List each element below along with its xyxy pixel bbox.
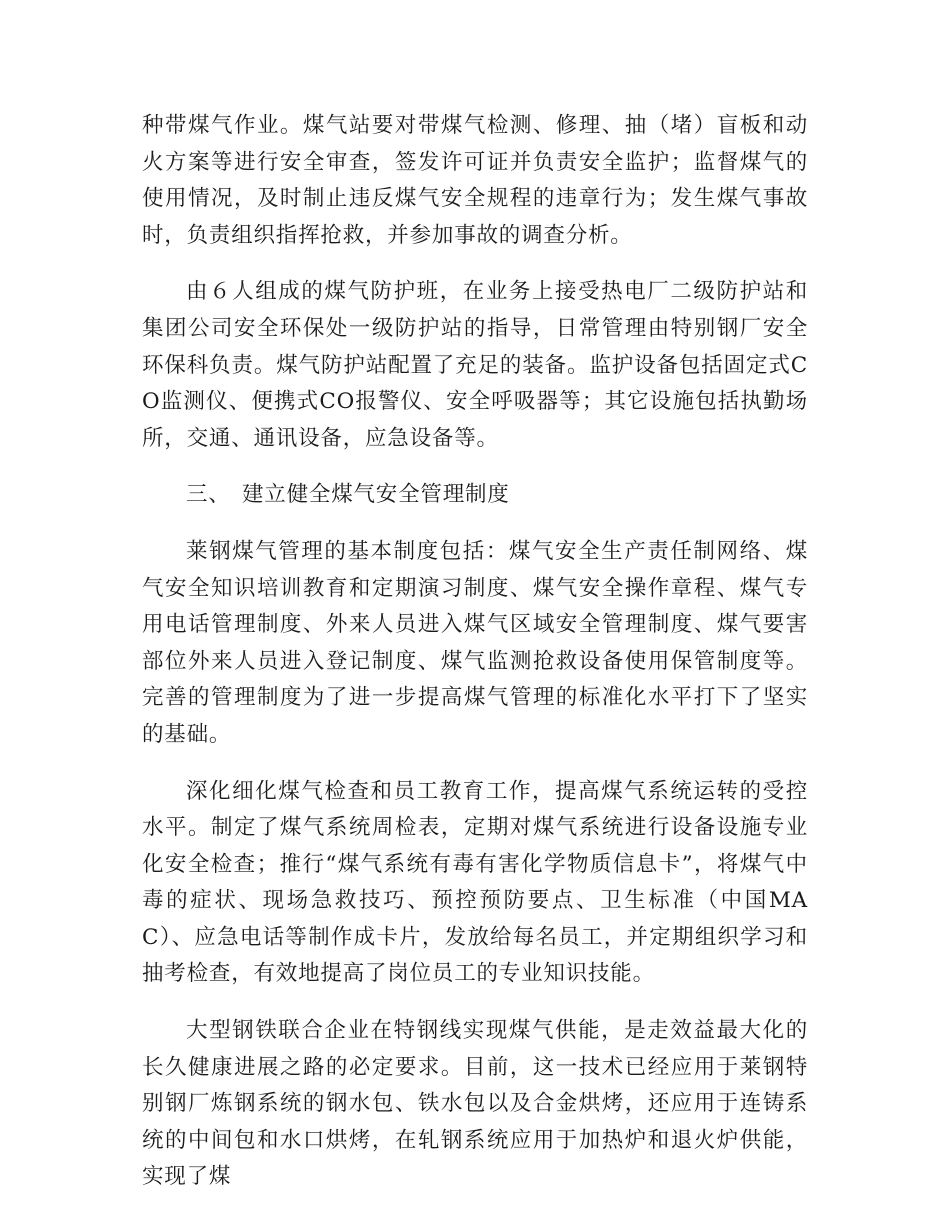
paragraph-gap [142,754,808,774]
section-heading [142,477,808,514]
paragraph-gas-station-duties: 种带煤气作业。煤气站要对带煤气检测、修理、抽（堵）盲板和动火方案等进行安全审查，签发许可证并负责安全监护；监督煤气的使用情况，及时制止违反煤气安全规程的违章行为；发生煤气事故时，负责组织指挥抢救，并参加事故的调查分析。 [142,113,808,248]
paragraph-gas-protection-team: 由６人组成的煤气防护班，在业务上接受热电厂二级防护站和集团公司安全环保处一级防护站的指导，日常管理由特别钢厂安全环保科负责。煤气防护站配置了充足的装备。监护设备包括固定式CO监测仪、便携式CO报警仪、安全呼吸器等；其它设施包括执勤场所，交通、通讯设备，应急设备等。 [142,279,808,451]
paragraph-gap [142,993,808,1013]
paragraph-gap [142,514,808,534]
paragraph-gap [142,254,808,274]
section-title: 建立健全煤气安全管理制度 [242,482,510,508]
paragraph-inspection-education: 深化细化煤气检查和员工教育工作，提高煤气系统运转的受控水平。制定了煤气系统周检表，定期对煤气系统进行设备设施专业化安全检查；推行“煤气系统有毒有害化学物质信息卡”，将煤气中毒的症状、现场急救技巧、预控预防要点、卫生标准（中国MAC）、应急电话等制作成卡片，发放给每名员工，并定期组织学习和抽考检查，有效地提高了岗位员工的专业知识技能。 [142,778,808,987]
section-number: 三、 [186,482,231,508]
paragraph-gas-energy-supply: 大型钢铁联合企业在特钢线实现煤气供能，是走效益最大化的长久健康进展之路的必定要求。目前，这一技术已经应用于莱钢特别钢厂炼钢系统的钢水包、铁水包以及合金烘烤，还应用于连铸系统的中间包和水口烘烤，在轧钢系统应用于加热炉和退火炉供能，实现了煤 [142,1018,808,1190]
paragraph-gap [142,457,808,477]
paragraph-basic-rules: 莱钢煤气管理的基本制度包括：煤气安全生产责任制网络、煤气安全知识培训教育和定期演习制度、煤气安全操作章程、煤气专用电话管理制度、外来人员进入煤气区域安全管理制度、煤气要害部位外来人员进入登记制度、煤气监测抢救设备使用保管制度等。完善的管理制度为了进一步提高煤气管理的标准化水平打下了坚实的基础。 [142,538,808,747]
document-body [142,108,808,1196]
